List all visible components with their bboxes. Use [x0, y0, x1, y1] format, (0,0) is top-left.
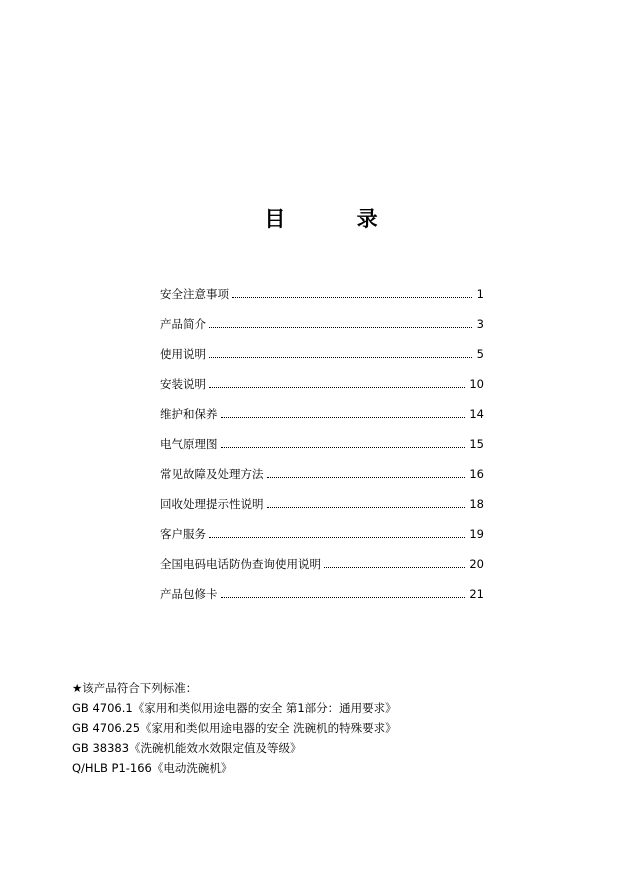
toc-item[interactable]: [160, 394, 484, 424]
toc-item[interactable]: [160, 514, 484, 544]
toc-item-label: 常见故障及处理方法: [160, 467, 264, 481]
toc-item[interactable]: [160, 424, 484, 454]
toc-item-label: 维护和保养: [160, 407, 218, 421]
table-of-contents: [160, 274, 484, 604]
toc-item-page: 1: [476, 287, 484, 301]
toc-item-label: 安装说明: [160, 377, 206, 391]
toc-leader-dots: [221, 597, 466, 598]
toc-item[interactable]: [160, 334, 484, 364]
toc-item-label: 产品简介: [160, 317, 206, 331]
toc-item-page: 16: [469, 467, 484, 481]
toc-leader-dots: [232, 297, 472, 298]
toc-item[interactable]: [160, 304, 484, 334]
toc-item-label: 客户服务: [160, 527, 206, 541]
toc-item-page: 10: [469, 377, 484, 391]
toc-item[interactable]: [160, 454, 484, 484]
toc-leader-dots: [209, 387, 465, 388]
toc-leader-dots: [267, 477, 466, 478]
toc-item-page: 18: [469, 497, 484, 511]
toc-item-page: 19: [469, 527, 484, 541]
toc-item-label: 电气原理图: [160, 437, 218, 451]
toc-item-label: 全国电码电话防伪查询使用说明: [160, 557, 321, 571]
toc-leader-dots: [209, 357, 472, 358]
toc-item-page: 20: [469, 557, 484, 571]
toc-item[interactable]: [160, 574, 484, 604]
toc-leader-dots: [221, 417, 466, 418]
toc-item-page: 14: [469, 407, 484, 421]
toc-leader-dots: [209, 327, 472, 328]
toc-item-page: 15: [469, 437, 484, 451]
toc-item-label: 产品包修卡: [160, 587, 218, 601]
standard-item: GB 4706.25《家用和类似用途电器的安全 洗碗机的特殊要求》: [72, 721, 397, 735]
standard-item: GB 38383《洗碗机能效水效限定值及等级》: [72, 741, 302, 755]
toc-item[interactable]: [160, 544, 484, 574]
toc-item[interactable]: [160, 274, 484, 304]
standard-item: Q/HLB P1-166《电动洗碗机》: [72, 761, 233, 775]
toc-item[interactable]: [160, 484, 484, 514]
toc-item-label: 回收处理提示性说明: [160, 497, 264, 511]
standards-section: [72, 678, 592, 778]
standard-item: GB 4706.1《家用和类似用途电器的安全 第1部分：通用要求》: [72, 701, 397, 715]
toc-leader-dots: [209, 537, 465, 538]
toc-title: 目 录: [264, 207, 410, 231]
toc-item-page: 3: [476, 317, 484, 331]
toc-item-label: 使用说明: [160, 347, 206, 361]
toc-item[interactable]: [160, 364, 484, 394]
toc-item-page: 21: [469, 587, 484, 601]
toc-leader-dots: [324, 567, 465, 568]
toc-leader-dots: [267, 507, 466, 508]
standards-heading: ★该产品符合下列标准：: [72, 681, 198, 695]
toc-item-label: 安全注意事项: [160, 287, 229, 301]
toc-item-page: 5: [476, 347, 484, 361]
toc-leader-dots: [221, 447, 466, 448]
